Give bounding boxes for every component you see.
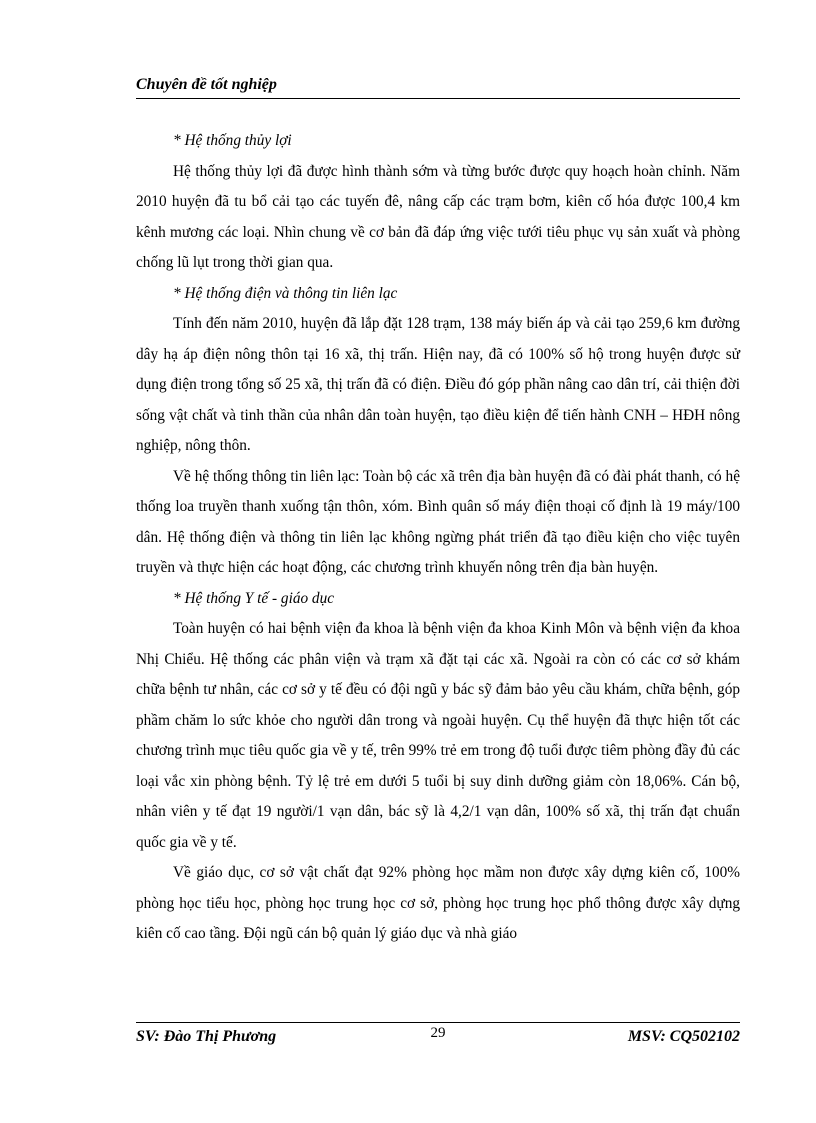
body-text xyxy=(136,126,740,950)
paragraph-electricity: Tính đến năm 2010, huyện đã lắp đặt 128 trạm, 138 máy biến áp và cải tạo 259,6 km đường dây hạ áp điện nông thôn tại 16 xã, thị trấn. Hiện nay, đã có 100% số hộ trong huyện được sử dụng điện trong tổng số 25 xã, thị trấn đã có điện. Điều đó góp phần nâng cao dân trí, cải thiện đời sống vật chất và tinh thần của nhân dân toàn huyện, tạo điều kiện để tiến hành CNH – HĐH nông nghiệp, nông thôn. xyxy=(136,315,740,454)
section-heading-irrigation: * Hệ thống thủy lợi xyxy=(173,132,292,149)
paragraph-communications: Về hệ thống thông tin liên lạc: Toàn bộ các xã trên địa bàn huyện đã có đài phát thanh, có hệ thống loa truyền thanh xuống tận thôn, xóm. Bình quân số máy điện thoại cố định là 19 máy/100 dân. Hệ thống điện và thông tin liên lạc không ngừng phát triển đã tạo điều kiện cho việc tuyên truyền và thực hiện các hoạt động, các chương trình khuyến nông trên địa bàn huyện. xyxy=(136,467,740,576)
page-header xyxy=(136,74,740,99)
section-heading-electricity: * Hệ thống điện và thông tin liên lạc xyxy=(173,284,398,302)
page-footer xyxy=(136,1022,740,1053)
header-title: Chuyên đề tốt nghiệp xyxy=(136,76,277,93)
page-number: 29 xyxy=(430,1025,446,1041)
footer-student-name: SV: Đào Thị Phương xyxy=(136,1028,277,1045)
paragraph-health: Toàn huyện có hai bệnh viện đa khoa là bệnh viện đa khoa Kinh Môn và bệnh viện đa khoa Nhị Chiểu. Hệ thống các phân viện và trạm xã đặt tại các xã. Ngoài ra còn có các cơ sở khám chữa bệnh tư nhân, các cơ sở y tế đều có đội ngũ y bác sỹ đảm bảo yêu cầu khám, chữa bệnh, góp phầm chăm lo sức khỏe cho người dân trong và ngoài huyện. Cụ thể huyện đã thực hiện tốt các chương trình mục tiêu quốc gia về y tế, trên 99% trẻ em trong độ tuổi được tiêm phòng đầy đủ các loại vắc xin phòng bệnh. Tỷ lệ trẻ em dưới 5 tuổi bị suy dinh dưỡng giảm còn 18,06%. Cán bộ, nhân viên y tế đạt 19 người/1 vạn dân, bác sỹ là 4,2/1 vạn dân, 100% số xã, thị trấn đạt chuẩn quốc gia về y tế. xyxy=(136,620,740,851)
paragraph-education: Về giáo dục, cơ sở vật chất đạt 92% phòng học mầm non được xây dựng kiên cố, 100% phòng học tiểu học, phòng học trung học cơ sở, phòng học trung học phổ thông được xây dựng kiên cố cao tầng. Đội ngũ cán bộ quản lý giáo dục và nhà giáo xyxy=(136,864,740,942)
section-heading-health-education: * Hệ thống Y tế - giáo dục xyxy=(173,589,335,607)
paragraph-irrigation: Hệ thống thủy lợi đã được hình thành sớm và từng bước được quy hoạch hoàn chỉnh. Năm 2010 huyện đã tu bổ cải tạo các tuyến đê, nâng cấp các trạm bơm, kiên cố hóa được 100,4 km kênh mương các loại. Nhìn chung về cơ bản đã đáp ứng việc tưới tiêu phục vụ sản xuất và phòng chống lũ lụt trong thời gian qua. xyxy=(136,162,740,271)
footer-student-id: MSV: CQ502102 xyxy=(627,1028,740,1045)
